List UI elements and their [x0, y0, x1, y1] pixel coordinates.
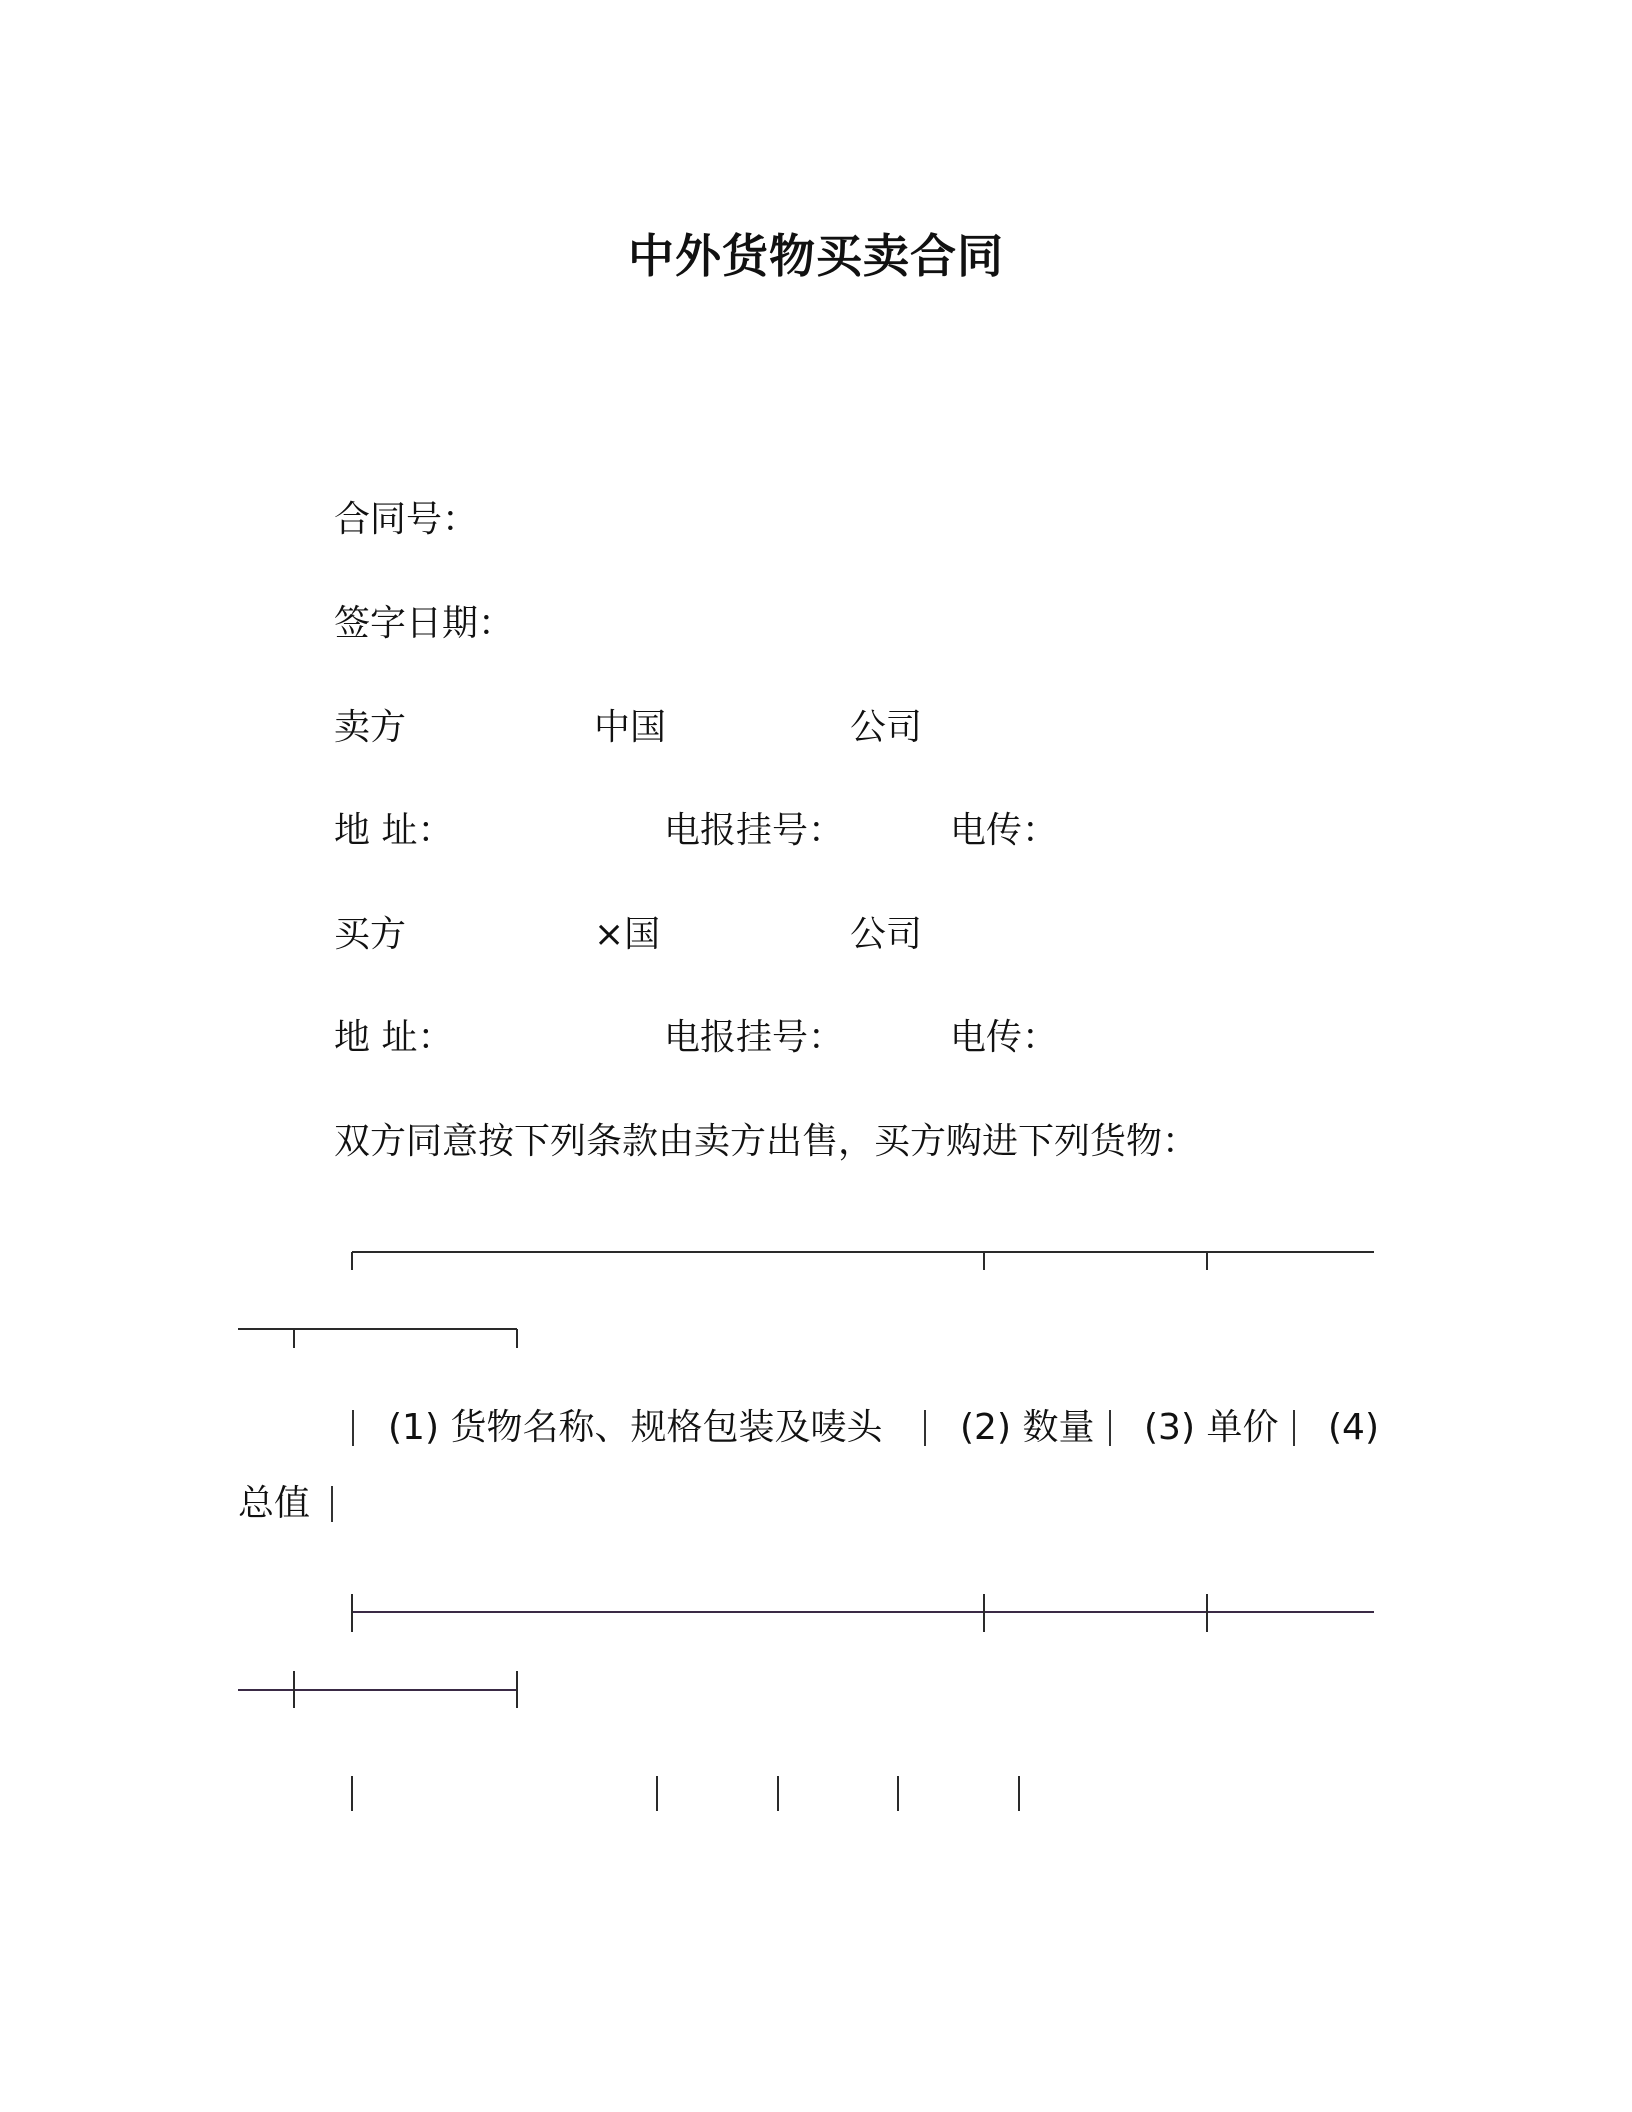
table-header-divider — [331, 1486, 333, 1522]
buyer-label: 买方 — [334, 914, 407, 955]
contract-number-label: 合同号： — [334, 499, 479, 540]
buyer-address-label: 地 址： — [334, 1017, 454, 1058]
seller-address-label: 地 址： — [334, 810, 454, 851]
buyer-country: ×国 — [594, 914, 661, 955]
signing-date-label: 签字日期： — [334, 603, 515, 644]
table-header-total-part1: (4) — [1328, 1407, 1379, 1448]
buyer-telegraph-label: 电报挂号： — [664, 1017, 845, 1058]
agreement-text: 双方同意按下列条款由卖方出售，买方购进下列货物： — [334, 1121, 1199, 1162]
seller-company: 公司 — [850, 707, 923, 748]
table-header-divider — [352, 1410, 354, 1446]
table-header-unit-price: (3) 单价 — [1144, 1407, 1279, 1448]
buyer-company: 公司 — [850, 914, 923, 955]
table-header-quantity: (2) 数量 — [960, 1407, 1095, 1448]
seller-country: 中国 — [594, 707, 667, 748]
seller-label: 卖方 — [334, 707, 407, 748]
table-header-divider — [1109, 1410, 1111, 1446]
seller-fax-label: 电传： — [950, 810, 1059, 851]
table-header-divider — [1293, 1410, 1295, 1446]
table-header-goods: (1) 货物名称、规格包装及唛头 — [388, 1407, 883, 1448]
seller-telegraph-label: 电报挂号： — [664, 810, 845, 851]
table-header-divider — [924, 1410, 926, 1446]
table-header-total-part2: 总值 — [238, 1483, 311, 1524]
buyer-fax-label: 电传： — [950, 1017, 1059, 1058]
document-title: 中外货物买卖合同 — [628, 229, 1004, 283]
